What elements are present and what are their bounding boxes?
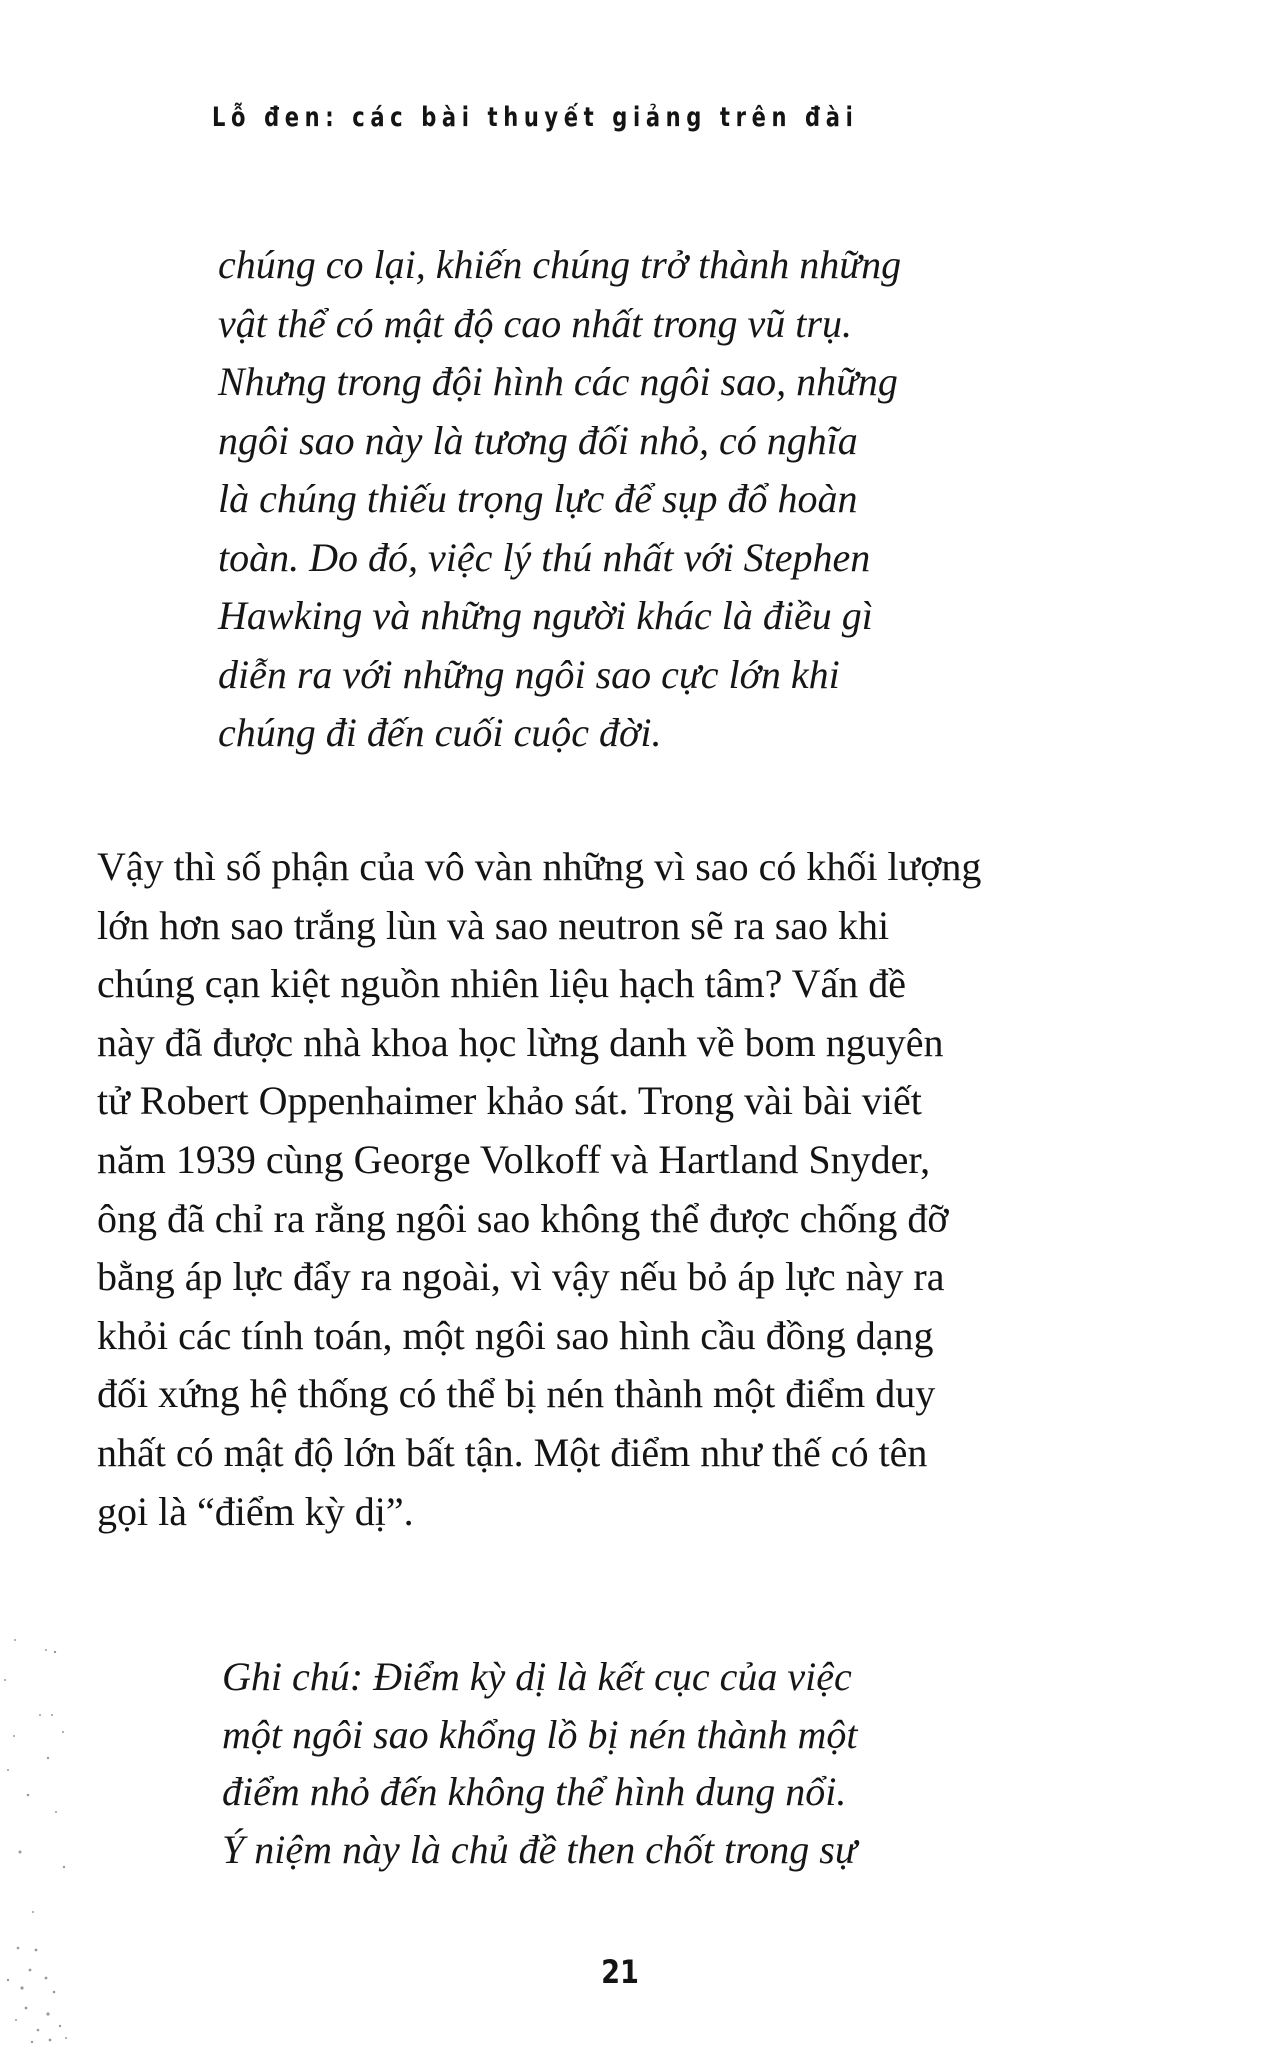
note-line: Ghi chú: Điểm kỳ dị là kết cục của việc	[222, 1654, 852, 1699]
body-line: gọi là “điểm kỳ dị”.	[97, 1488, 414, 1534]
running-head: Lỗ đen: các bài thuyết giảng trên đài	[212, 102, 859, 133]
note-block	[222, 1648, 1022, 1878]
quote-line: chúng co lại, khiến chúng trở thành những	[218, 242, 902, 287]
body-line: đối xứng hệ thống có thể bị nén thành một điểm duy	[97, 1371, 936, 1417]
quote-line: ngôi sao này là tương đối nhỏ, có nghĩa	[218, 417, 858, 463]
body-line: này đã được nhà khoa học lừng danh về bom nguyên	[97, 1019, 944, 1065]
note-line: Ý niệm này là chủ đề then chốt trong sự	[222, 1826, 857, 1872]
body-line: bằng áp lực đẩy ra ngoài, vì vậy nếu bỏ áp lực này ra	[97, 1254, 945, 1300]
body-line: khỏi các tính toán, một ngôi sao hình cầu đồng dạng	[97, 1312, 934, 1358]
body-paragraph	[97, 838, 1107, 1541]
body-line: chúng cạn kiệt nguồn nhiên liệu hạch tâm? Vấn đề	[97, 961, 907, 1007]
indented-quote-block	[218, 236, 998, 763]
body-line: năm 1939 cùng George Volkoff và Hartland Snyder,	[97, 1136, 931, 1182]
scan-speckle-decoration	[0, 1590, 70, 2048]
quote-line: chúng đi đến cuối cuộc đời.	[218, 710, 662, 755]
quote-line: Hawking và những người khác là điều gì	[218, 593, 873, 638]
body-line: ông đã chỉ ra rằng ngôi sao không thể được chống đỡ	[97, 1195, 949, 1241]
quote-line: toàn. Do đó, việc lý thú nhất với Stephen	[218, 534, 871, 580]
body-line: Vậy thì số phận của vô vàn những vì sao có khối lượng	[97, 844, 982, 889]
note-line: một ngôi sao khổng lồ bị nén thành một	[222, 1711, 858, 1757]
body-line: tử Robert Oppenhaimer khảo sát. Trong vài bài viết	[97, 1078, 922, 1124]
quote-line: vật thể có mật độ cao nhất trong vũ trụ.	[218, 300, 852, 346]
body-line: nhất có mật độ lớn bất tận. Một điểm như thế có tên	[97, 1429, 928, 1475]
quote-line: là chúng thiếu trọng lực để sụp đổ hoàn	[218, 476, 858, 521]
quote-line: diễn ra với những ngôi sao cực lớn khi	[218, 651, 840, 697]
note-line: điểm nhỏ đến không thể hình dung nổi.	[222, 1769, 847, 1814]
quote-line: Nhưng trong đội hình các ngôi sao, những	[218, 359, 898, 404]
page-number: 21	[601, 1953, 639, 1991]
body-line: lớn hơn sao trắng lùn và sao neutron sẽ ra sao khi	[97, 902, 890, 948]
